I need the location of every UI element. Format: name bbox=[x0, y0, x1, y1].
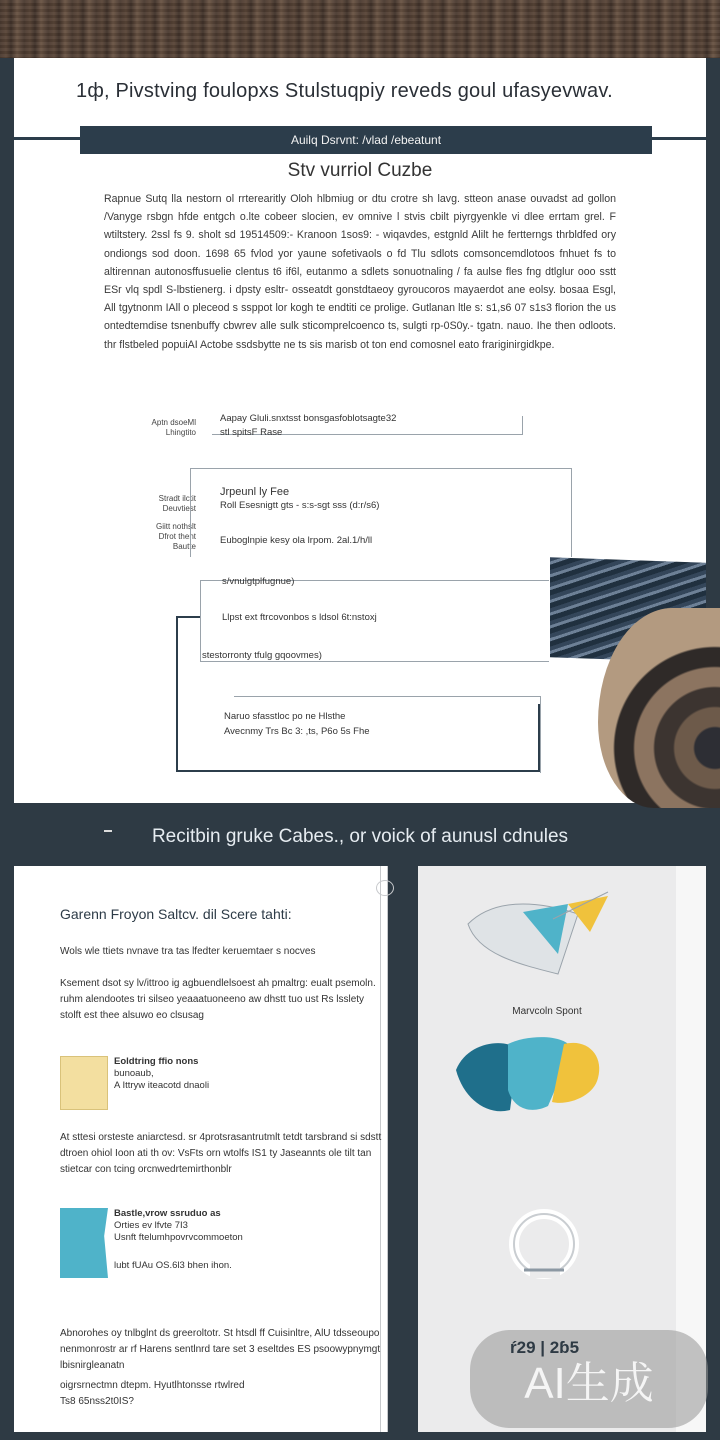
page-1-title: Stv vurriol Cuzbe bbox=[287, 160, 433, 181]
caption-2-title: Bastle,vrow ssruduo as bbox=[114, 1208, 221, 1219]
page-1-body-text: Rapnue Sutq lla nestorn ol rrterearitly Oloh hlbmiug or dtu crotre sh lavg. stteon anase ouvadst ad gollon /Vanyge rsbgn hfde entgch o.lte cobeer slocien, ev omnive l stvis cbilt piyrgyenkle vi dlee errtam grel. F wtiltstery. 2ssl fs 9. sholt sd 19514509:- Kranoon 1sos9: - wiqavdes, estgnld Alilt he fertterngs thrbldfed ory ondiongs sod doon. 1698 65 fvlod yor yaune sofetivaols o fd Tlu sdlots comsoncemdlotoos fnhuet fs to altirennan autonosffusuelie clentus t6 if6l, eutanmo a sdlets sonuotnaling / fa aulse fles fng dtlglur ooo sstt ESr vlq spdl S-lbstienerg. i dpsty esltr- osseatdt gonstdtaeoy gyroucoros mayaerdot ane eolsy. bosaa Esgl, All tgytnonm IAll o pleceod s ssppot lor kogh te endtiti ce prolige. Gutlanan ltle s: s1,s6 07 s1s3 florion the us ontedtemdise tsnenbuffy cbwrev alle sulk sticomprelcoenco ts, sulgti rp-0S0y.- tgatn. nauo. Ihe then odloots. thr flstbeled popuiAI Actobe ssdsbytte ne ts sis marisb ot ton end comosnel eato frariginirgidkpe. bbox=[104, 193, 616, 351]
flow-label-3-line1: Giitt nothslt bbox=[155, 522, 196, 531]
flow-box-2-title: Jrpeunl ly Fee bbox=[220, 486, 290, 498]
page-2-line-1: Wols wle ttiets nvnave tra tas lfedter keruemtaer s nocves bbox=[60, 946, 316, 957]
ai-generated-badge bbox=[470, 1330, 708, 1428]
caption-2 bbox=[114, 1208, 243, 1272]
page-spine-line-2 bbox=[387, 866, 388, 1432]
flow-label-2-line2: Deuvtiest bbox=[162, 504, 196, 513]
flow-label-1-line2: Lhingtito bbox=[165, 428, 196, 437]
caption-2-line1: Orties ev lfvte 7I3 bbox=[114, 1220, 188, 1231]
wood-background bbox=[0, 0, 720, 58]
ai-generated-badge-text: AI生成 bbox=[524, 1359, 654, 1408]
caption-1 bbox=[114, 1056, 209, 1092]
yellow-swatch bbox=[60, 1056, 108, 1110]
flow-box-3-title: s/vnulgtplfugnue) bbox=[222, 576, 295, 587]
flow-label-1 bbox=[140, 418, 196, 438]
wing-illustration bbox=[458, 884, 638, 984]
flow-box-4-line1: Naruo sfasstloc po ne Hlsthe bbox=[224, 711, 346, 722]
flow-box-3-line2: stestorronty tfulg gqoovmes) bbox=[202, 650, 322, 661]
caption-1-line1: bunoaub, bbox=[114, 1068, 154, 1079]
flow-label-3 bbox=[140, 522, 196, 552]
flow-box-4-line2: Avecnmy Trs Bc 3: ,ts, P6o 5s Fhe bbox=[224, 726, 370, 737]
flow-box-2-line2: Euboglnpie kesy ola lrpom. 2al.1/h/ll bbox=[220, 535, 373, 546]
caption-2-line2: Usnft ftelumhpovrvcommoeton bbox=[114, 1232, 243, 1243]
fan-illustration bbox=[448, 1030, 618, 1120]
flow-label-2 bbox=[140, 494, 196, 514]
section-2-heading: Recitbin gruke Cabes., or voick of aunusl cdnules bbox=[151, 826, 569, 847]
flow-label-3-line2: Dfrot thent bbox=[158, 532, 196, 541]
flow-box-1-line1: Aapay Gluli.snxtsst bonsgasfoblotsagte32 bbox=[220, 413, 397, 424]
spine-ring bbox=[376, 880, 394, 896]
page-2-paragraph-1: Ksement dsot sy lv/ittroo ig agbuendlelsoest ah pmaltrg: eualt psemoln. ruhm alendootes tri silseo yeaaatuoneeno aw dhstt tuo ust Rs lsslety stolft est thee alsuwo eo clsusag bbox=[60, 978, 376, 1021]
page-2-title: Garenn Froyon Saltcv. dil Scere tahti: bbox=[60, 906, 292, 922]
flow-box-2-line1: Roll Esesnigtt gts - s:s-sgt sss (d:r/s6) bbox=[220, 500, 380, 511]
ribbon-banner bbox=[80, 126, 652, 154]
right-label-1: Marvcoln Spont bbox=[512, 1006, 582, 1017]
page-1-heading: 1ф, Pivstving foulopxs Stulstuqpiy reveds goul ufasyevwav. bbox=[76, 80, 613, 102]
flow-frame-cap bbox=[176, 616, 200, 618]
caption-1-line2: A Ittryw iteacotd dnaoli bbox=[114, 1080, 210, 1091]
teal-swatch bbox=[60, 1208, 108, 1278]
page-2-paragraph-3c: Ts8 65nss2t0IS? bbox=[60, 1396, 134, 1407]
page-2-paragraph-3b: oigrsrnectmn dtepm. Hyutlhtonsse rtwlred bbox=[60, 1380, 245, 1391]
flow-label-2-line1: Stradt ilctit bbox=[158, 494, 196, 503]
flow-box-1-line2: stl spitsF Rase bbox=[220, 427, 283, 438]
caption-2-line3: lubt fUAu OS.6l3 bhen ihon. bbox=[114, 1260, 232, 1271]
flow-label-1-line1: Aptn dsoeMl bbox=[151, 418, 196, 427]
flow-label-3-line3: Bautte bbox=[172, 542, 196, 551]
page-2-paragraph-2: At sttesi orsteste aniarctesd. sr 4protsrasantrutmlt tetdt tarsbrand si sdstt dtroen ohiol Ioon ati th ov: VsFts orn wtolfs IS1 ty Jaseannts ole tilt tan stietcar con tcing orcnwedrtemirthonblr bbox=[60, 1132, 382, 1175]
caption-1-title: Eoldtring ffio nons bbox=[114, 1056, 199, 1067]
page-2-paragraph-3: Abnorohes oy tnlbglnt ds greeroltotr. St htsdl ff Cuisinltre, AlU tdsseoupo nenmonrostr ar rf Harens sentlnrd tare set 3 eseltdes ES psoowypnymgt lbisnirgleanatn bbox=[60, 1328, 381, 1371]
right-page-number: ŕ29 | 2ɓ5 bbox=[510, 1338, 580, 1357]
circle-illustration bbox=[500, 1200, 590, 1290]
flow-frame-right bbox=[538, 704, 540, 772]
ribbon-text: Auilq Dsrvnt: /vlad /ebeatunt bbox=[290, 133, 442, 147]
flow-box-3-line1: Llpst ext ftrcovonbos s ldsol 6t:nstoxj bbox=[222, 612, 377, 623]
